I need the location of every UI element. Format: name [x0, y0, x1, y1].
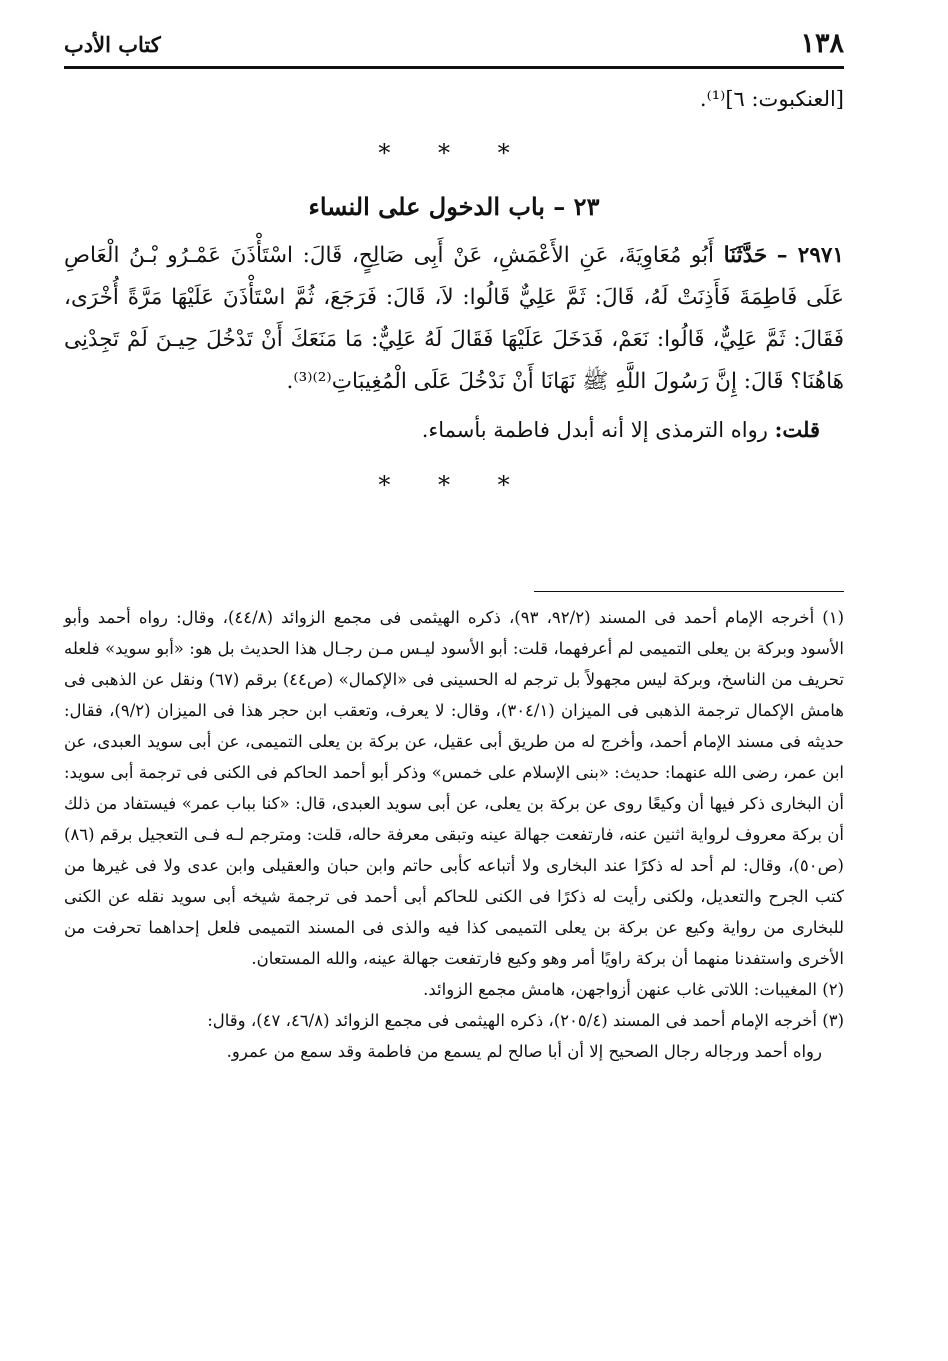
hadith-opening: حَدَّثَنَا [723, 243, 768, 268]
section-separator-top: * * * [378, 139, 530, 167]
footnote-divider [534, 591, 844, 592]
footnote-3-number: (٣) [822, 1011, 844, 1030]
book-title: كتاب الأدب [64, 32, 161, 57]
footnote-1 [64, 602, 844, 974]
quran-reference-line: [العنكبوت: ٦]⁽¹⁾. [699, 87, 844, 111]
running-header [64, 22, 844, 69]
hadith-number: ٢٩٧١ – [776, 243, 844, 268]
hadith-body: أَبُو مُعَاوِيَةَ، عَنِ الأَعْمَشِ، عَنْ أَبِى صَالِحٍ، قَالَ: اسْتَأْذَنَ عَمْـرُو بْـنُ الْعَاصِ عَلَى فَاطِمَةَ فَأَذِنَتْ لَهُ، قَالَ: ثَمَّ عَلِيٌّ قَالُوا: لاَ، قَالَ: فَرَجَعَ، ثُمَّ اسْتَأْذَنَ عَلَيْهَا مَرَّةً أُخْرَى، فَقَالَ: ثَمَّ عَلِيٌّ، قَالُوا: نَعَمْ، فَدَخَلَ عَلَيْهَا فَقَالَ لَهُ عَلِيٌّ: مَا مَنَعَكَ أَنْ تَدْخُلَ حِيـنَ لَمْ تَجِدْنِى هَاهُنَا؟ قَالَ: إِنَّ رَسُولَ اللَّهِ ﷺ نَهَانَا أَنْ نَدْخُلَ عَلَى الْمُغِيبَاتِ⁽²⁾⁽³⁾. [64, 243, 844, 394]
footnote-3-text: أخرجه الإمام أحمد فى المسند (٢٠٥/٤)، ذكره الهيثمى فى مجمع الزوائد (٤٦/٨، ٤٧)، وقال: [207, 1011, 817, 1030]
page-number: ١٣٨ [800, 28, 844, 59]
section-separator-bottom: * * * [378, 471, 530, 499]
note-text: رواه الترمذى إلا أنه أبدل فاطمة بأسماء. [421, 418, 768, 442]
note-label: قلت: [774, 417, 820, 442]
footnote-2-number: (٢) [822, 980, 844, 999]
footnote-1-text: أخرجه الإمام أحمد فى المسند (٩٢/٢، ٩٣)، ذكره الهيثمى فى مجمع الزوائد (٤٤/٨)، وقال: رواه أحمد وأبو الأسود وبركة بن يعلى التميمى لم أعرفهما، قلت: أبو الأسود ليـس مـن رجـال هذا الحديث بل هو: «أبو سويد» فلعله تحريف من الناسخ، وبركة ليس مجهولاً بل ترجم له الحسينى فى «الإكمال» (ص٤٤) برقم (٦٧) ونقل عن الذهبى فى هامش الإكمال ترجمة الذهبى فى الميزان (٣٠٤/١)، وقال: لا يعرف، وتعقب ابن حجر هذا فى الميزان (٩/٢)، فقال: حديثه فى مسند الإمام أحمد، وأخرج له من طريق أبى عقيل، عن بركة بن يعلى التميمى، عن أبى سويد العبدى، عن ابن عمر، رضى الله عنهما: حديث: «بنى الإسلام على خمس» وذكر أبو أحمد الحاكم فى الكنى فى ترجمة أبى سويد: أن البخارى ذكر فيها أن وكيعًا روى عن بركة بن يعلى، عن أبى سويد العبدى، قال: «كنا بباب عمر» فيستفاد من ذلك أن بركة معروف لرواية اثنين عنه، فارتفعت جهالة عينه وتبقى معرفة حاله، قلت: ومترجم لـه فـى التعجيل برقم (٨٦) (ص٥٠)، وقال: لم أحد له ذكرًا عند البخارى ولا أتباعه كأبى حاتم وابن حبان والعقيلى وابن عدى ولا فى غيرها من كتب الجرح والتعديل، ولكنى رأيت له ذكرًا فى الكنى للحاكم أبى أحمد فى ترجمة شيخه أبى سويد نقله عن الكنى للبخارى من رواية وكيع عن بركة بن يعلى التميمى كذا فيه والذى فى المسند التميمى فلعل إحداهما تحرفت من الأخرى واستفدنا منهما أن بركة راويًا أمر وهو وكيع فارتفعت جهالة عينه، والله المستعان. [64, 608, 845, 968]
chapter-heading: ٢٣ – باب الدخول على النساء [308, 192, 600, 221]
footnote-2-text: المغيبات: اللاتى غاب عنهن أزواجهن، هامش مجمع الزوائد. [423, 980, 817, 999]
footnotes [64, 602, 844, 1067]
footnote-1-number: (١) [822, 608, 845, 627]
footnote-2 [64, 974, 844, 1005]
document-page [64, 22, 844, 1342]
footnote-3 [64, 1005, 844, 1036]
footnote-3-continuation: رواه أحمد ورجاله رجال الصحيح إلا أن أبا صالح لم يسمع من فاطمة وقد سمع من عمرو. [226, 1042, 822, 1061]
author-note [64, 409, 820, 451]
hadith-text [64, 235, 844, 403]
